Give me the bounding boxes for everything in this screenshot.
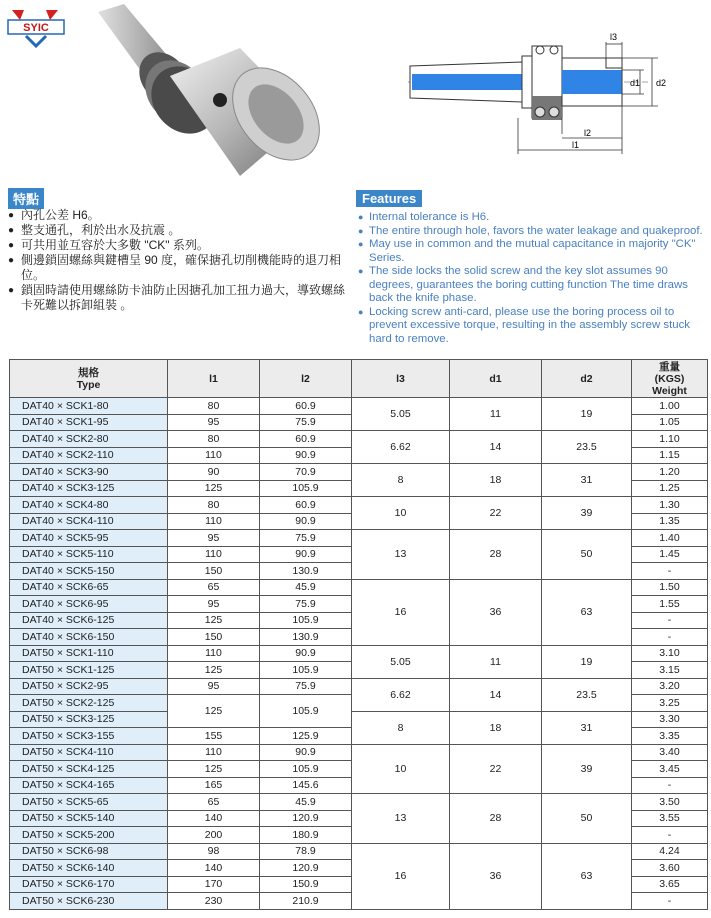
logo-text: SYIC bbox=[23, 22, 49, 34]
cell-l2: 90.9 bbox=[260, 546, 352, 563]
cell-l2: 90.9 bbox=[260, 447, 352, 464]
cell-type: DAT40 × SCK1-80 bbox=[10, 398, 168, 415]
cell-weight: 1.10 bbox=[632, 431, 708, 448]
label-d2: d2 bbox=[656, 78, 667, 88]
cell-l2: 90.9 bbox=[260, 645, 352, 662]
cell-weight: 3.10 bbox=[632, 645, 708, 662]
en-feature-item: ● Internal tolerance is H6. bbox=[358, 211, 710, 225]
cell-l2: 75.9 bbox=[260, 596, 352, 613]
cell-type: DAT50 × SCK2-125 bbox=[10, 695, 168, 712]
cell-d1: 28 bbox=[450, 794, 542, 844]
cell-d2: 39 bbox=[542, 497, 632, 530]
cell-l1: 170 bbox=[168, 876, 260, 893]
cell-d1: 18 bbox=[450, 711, 542, 744]
en-feature-item: ● The side locks the solid screw and the key slot assumes 90 degrees, guarantees the boring cutting function The time draws back the knife phase. bbox=[358, 265, 710, 306]
cell-l2: 60.9 bbox=[260, 398, 352, 415]
cell-l1: 165 bbox=[168, 777, 260, 794]
cell-type: DAT40 × SCK2-80 bbox=[10, 431, 168, 448]
cell-l1: 125 bbox=[168, 695, 260, 728]
cell-type: DAT40 × SCK5-95 bbox=[10, 530, 168, 547]
cell-d1: 14 bbox=[450, 431, 542, 464]
cell-type: DAT50 × SCK6-140 bbox=[10, 860, 168, 877]
cell-l2: 105.9 bbox=[260, 761, 352, 778]
cell-l1: 95 bbox=[168, 530, 260, 547]
cell-l1: 98 bbox=[168, 843, 260, 860]
header-type-en: Type bbox=[76, 378, 101, 391]
cell-type: DAT40 × SCK4-110 bbox=[10, 513, 168, 530]
header-l3: l3 bbox=[352, 360, 450, 398]
cell-l3: 8 bbox=[352, 711, 450, 744]
cell-type: DAT40 × SCK6-125 bbox=[10, 612, 168, 629]
cell-d1: 36 bbox=[450, 843, 542, 909]
cell-type: DAT40 × SCK1-95 bbox=[10, 414, 168, 431]
cell-d1: 22 bbox=[450, 497, 542, 530]
cell-l2: 60.9 bbox=[260, 497, 352, 514]
table-row bbox=[10, 497, 708, 514]
cell-type: DAT40 × SCK6-95 bbox=[10, 596, 168, 613]
cell-d1: 11 bbox=[450, 398, 542, 431]
cell-weight: 3.20 bbox=[632, 678, 708, 695]
cell-l1: 110 bbox=[168, 645, 260, 662]
cell-l2: 105.9 bbox=[260, 662, 352, 679]
cell-l2: 105.9 bbox=[260, 695, 352, 728]
header-d1: d1 bbox=[450, 360, 542, 398]
dimension-diagram bbox=[408, 22, 708, 162]
header-type bbox=[10, 360, 168, 398]
spec-table-body bbox=[10, 398, 708, 910]
cell-type: DAT40 × SCK5-150 bbox=[10, 563, 168, 580]
cell-l2: 60.9 bbox=[260, 431, 352, 448]
cell-l2: 145.6 bbox=[260, 777, 352, 794]
cn-feature-item: ● 可共用並互容於大多數 "CK" 系列。 bbox=[8, 238, 348, 253]
cell-d2: 50 bbox=[542, 530, 632, 580]
cell-type: DAT40 × SCK3-125 bbox=[10, 480, 168, 497]
cell-d2: 31 bbox=[542, 711, 632, 744]
cell-l2: 105.9 bbox=[260, 612, 352, 629]
header-l2: l2 bbox=[260, 360, 352, 398]
table-row bbox=[10, 645, 708, 662]
label-d1: d1 bbox=[630, 78, 641, 88]
cell-l3: 13 bbox=[352, 530, 450, 580]
cell-l3: 8 bbox=[352, 464, 450, 497]
cn-features-list bbox=[8, 208, 348, 313]
cell-d2: 50 bbox=[542, 794, 632, 844]
cell-weight: 4.24 bbox=[632, 843, 708, 860]
cell-l2: 120.9 bbox=[260, 860, 352, 877]
cell-l1: 155 bbox=[168, 728, 260, 745]
table-row bbox=[10, 579, 708, 596]
cell-type: DAT40 × SCK4-80 bbox=[10, 497, 168, 514]
cell-l2: 90.9 bbox=[260, 513, 352, 530]
cell-l2: 105.9 bbox=[260, 480, 352, 497]
cell-d2: 39 bbox=[542, 744, 632, 794]
label-l2: l2 bbox=[584, 128, 592, 138]
label-l3: l3 bbox=[610, 32, 618, 42]
company-logo bbox=[6, 6, 66, 54]
cell-l1: 230 bbox=[168, 893, 260, 910]
cell-weight: 1.45 bbox=[632, 546, 708, 563]
en-features-heading: Features bbox=[356, 190, 422, 207]
table-row bbox=[10, 744, 708, 761]
cell-l1: 80 bbox=[168, 497, 260, 514]
cell-l1: 150 bbox=[168, 629, 260, 646]
cell-type: DAT50 × SCK5-200 bbox=[10, 827, 168, 844]
cell-l1: 140 bbox=[168, 860, 260, 877]
cell-l1: 110 bbox=[168, 744, 260, 761]
cell-weight: - bbox=[632, 777, 708, 794]
cell-l2: 75.9 bbox=[260, 678, 352, 695]
cell-d1: 28 bbox=[450, 530, 542, 580]
cn-feature-item: ● 鎖固時請使用螺絲防卡油防止因搪孔加工扭力過大，導致螺絲卡死難以拆卸組裝 。 bbox=[8, 283, 348, 313]
table-row bbox=[10, 794, 708, 811]
cell-d1: 36 bbox=[450, 579, 542, 645]
cell-d1: 18 bbox=[450, 464, 542, 497]
cell-type: DAT50 × SCK6-230 bbox=[10, 893, 168, 910]
cell-d1: 14 bbox=[450, 678, 542, 711]
cell-weight: 3.45 bbox=[632, 761, 708, 778]
cell-l1: 65 bbox=[168, 579, 260, 596]
cell-weight: 1.00 bbox=[632, 398, 708, 415]
cell-l1: 150 bbox=[168, 563, 260, 580]
cell-d2: 63 bbox=[542, 843, 632, 909]
cell-weight: - bbox=[632, 612, 708, 629]
cell-weight: 1.20 bbox=[632, 464, 708, 481]
cell-weight: 3.30 bbox=[632, 711, 708, 728]
cell-weight: 1.50 bbox=[632, 579, 708, 596]
cell-weight: 3.40 bbox=[632, 744, 708, 761]
cell-l2: 180.9 bbox=[260, 827, 352, 844]
cell-l2: 45.9 bbox=[260, 579, 352, 596]
cell-weight: 1.40 bbox=[632, 530, 708, 547]
cell-l3: 10 bbox=[352, 744, 450, 794]
spec-table bbox=[9, 359, 708, 910]
cell-type: DAT50 × SCK5-140 bbox=[10, 810, 168, 827]
header-weight-unit: (KGS) bbox=[654, 372, 685, 385]
cell-l2: 120.9 bbox=[260, 810, 352, 827]
cell-l1: 80 bbox=[168, 398, 260, 415]
cell-type: DAT50 × SCK1-125 bbox=[10, 662, 168, 679]
cell-l2: 130.9 bbox=[260, 563, 352, 580]
cell-weight: 1.05 bbox=[632, 414, 708, 431]
cell-l1: 95 bbox=[168, 678, 260, 695]
cell-type: DAT50 × SCK5-65 bbox=[10, 794, 168, 811]
cell-type: DAT50 × SCK3-155 bbox=[10, 728, 168, 745]
cell-type: DAT50 × SCK4-110 bbox=[10, 744, 168, 761]
cell-l1: 95 bbox=[168, 414, 260, 431]
cell-l2: 150.9 bbox=[260, 876, 352, 893]
cn-feature-item: ● 內孔公差 H6。 bbox=[8, 208, 348, 223]
cell-weight: - bbox=[632, 629, 708, 646]
cell-d2: 63 bbox=[542, 579, 632, 645]
cell-d2: 23.5 bbox=[542, 678, 632, 711]
cell-l2: 45.9 bbox=[260, 794, 352, 811]
header-weight-cn: 重量 bbox=[659, 360, 680, 373]
cell-l2: 130.9 bbox=[260, 629, 352, 646]
cell-weight: 1.25 bbox=[632, 480, 708, 497]
cell-weight: 1.35 bbox=[632, 513, 708, 530]
cell-l3: 16 bbox=[352, 579, 450, 645]
header-l1: l1 bbox=[168, 360, 260, 398]
cell-weight: 1.30 bbox=[632, 497, 708, 514]
cell-weight: 3.65 bbox=[632, 876, 708, 893]
tool-holder-photo bbox=[80, 0, 320, 180]
cell-l2: 75.9 bbox=[260, 530, 352, 547]
cn-feature-item: ● 側邊鎖固螺絲與鍵槽呈 90 度，確保搪孔切削機能時的退刀相位。 bbox=[8, 253, 348, 283]
table-row bbox=[10, 678, 708, 695]
cell-l1: 125 bbox=[168, 662, 260, 679]
cell-l1: 125 bbox=[168, 480, 260, 497]
cell-l1: 140 bbox=[168, 810, 260, 827]
table-row bbox=[10, 431, 708, 448]
cell-weight: 3.50 bbox=[632, 794, 708, 811]
cell-d2: 19 bbox=[542, 645, 632, 678]
en-feature-item: ● The entire through hole, favors the water leakage and quakeproof. bbox=[358, 225, 710, 239]
cn-features-heading: 特點 bbox=[8, 188, 44, 209]
table-row bbox=[10, 711, 708, 728]
cell-weight: 3.15 bbox=[632, 662, 708, 679]
cell-type: DAT40 × SCK3-90 bbox=[10, 464, 168, 481]
cell-weight: - bbox=[632, 893, 708, 910]
cell-l1: 125 bbox=[168, 761, 260, 778]
cell-type: DAT50 × SCK1-110 bbox=[10, 645, 168, 662]
cell-l1: 110 bbox=[168, 447, 260, 464]
cell-type: DAT50 × SCK6-98 bbox=[10, 843, 168, 860]
cell-weight: 3.35 bbox=[632, 728, 708, 745]
cell-weight: 1.15 bbox=[632, 447, 708, 464]
cell-l1: 65 bbox=[168, 794, 260, 811]
en-feature-item: ● Locking screw anti-card, please use the boring process oil to prevent excessive torque, resulting in the assembly screw stuck hard to remove. bbox=[358, 306, 710, 347]
cell-l1: 80 bbox=[168, 431, 260, 448]
cell-l2: 210.9 bbox=[260, 893, 352, 910]
cell-l1: 95 bbox=[168, 596, 260, 613]
cell-weight: - bbox=[632, 827, 708, 844]
cell-l3: 5.05 bbox=[352, 645, 450, 678]
cell-type: DAT50 × SCK6-170 bbox=[10, 876, 168, 893]
cell-d1: 11 bbox=[450, 645, 542, 678]
cell-type: DAT50 × SCK4-125 bbox=[10, 761, 168, 778]
cell-weight: 3.25 bbox=[632, 695, 708, 712]
en-features-list bbox=[358, 211, 710, 346]
cell-l2: 90.9 bbox=[260, 744, 352, 761]
header-weight bbox=[632, 360, 708, 398]
cell-l2: 78.9 bbox=[260, 843, 352, 860]
cell-d2: 19 bbox=[542, 398, 632, 431]
cell-d2: 31 bbox=[542, 464, 632, 497]
header-d2: d2 bbox=[542, 360, 632, 398]
cell-d2: 23.5 bbox=[542, 431, 632, 464]
cell-type: DAT40 × SCK6-65 bbox=[10, 579, 168, 596]
cell-l3: 6.62 bbox=[352, 678, 450, 711]
en-feature-item: ● May use in common and the mutual capacitance in majority "CK" Series. bbox=[358, 238, 710, 265]
header-weight-en: Weight bbox=[652, 384, 687, 397]
cell-l2: 75.9 bbox=[260, 414, 352, 431]
table-row bbox=[10, 843, 708, 860]
label-l1: l1 bbox=[572, 140, 580, 150]
cell-l2: 125.9 bbox=[260, 728, 352, 745]
cell-type: DAT50 × SCK3-125 bbox=[10, 711, 168, 728]
cell-l1: 200 bbox=[168, 827, 260, 844]
table-row bbox=[10, 398, 708, 415]
cell-l3: 16 bbox=[352, 843, 450, 909]
cell-l1: 125 bbox=[168, 612, 260, 629]
cell-l3: 5.05 bbox=[352, 398, 450, 431]
cell-weight: 3.55 bbox=[632, 810, 708, 827]
cell-type: DAT40 × SCK5-110 bbox=[10, 546, 168, 563]
cell-weight: - bbox=[632, 563, 708, 580]
header-type-cn: 規格 bbox=[78, 366, 99, 379]
cell-l3: 10 bbox=[352, 497, 450, 530]
cell-type: DAT50 × SCK2-95 bbox=[10, 678, 168, 695]
spec-table-header-row bbox=[10, 360, 708, 398]
cell-l1: 110 bbox=[168, 546, 260, 563]
cell-weight: 1.55 bbox=[632, 596, 708, 613]
cell-type: DAT40 × SCK2-110 bbox=[10, 447, 168, 464]
cell-type: DAT50 × SCK4-165 bbox=[10, 777, 168, 794]
cell-l1: 90 bbox=[168, 464, 260, 481]
cell-l1: 110 bbox=[168, 513, 260, 530]
cell-type: DAT40 × SCK6-150 bbox=[10, 629, 168, 646]
cell-l3: 6.62 bbox=[352, 431, 450, 464]
cell-weight: 3.60 bbox=[632, 860, 708, 877]
cn-feature-item: ● 整支通孔，利於出水及抗震 。 bbox=[8, 223, 348, 238]
cell-d1: 22 bbox=[450, 744, 542, 794]
table-row bbox=[10, 530, 708, 547]
cell-l2: 70.9 bbox=[260, 464, 352, 481]
table-row bbox=[10, 464, 708, 481]
cell-l3: 13 bbox=[352, 794, 450, 844]
